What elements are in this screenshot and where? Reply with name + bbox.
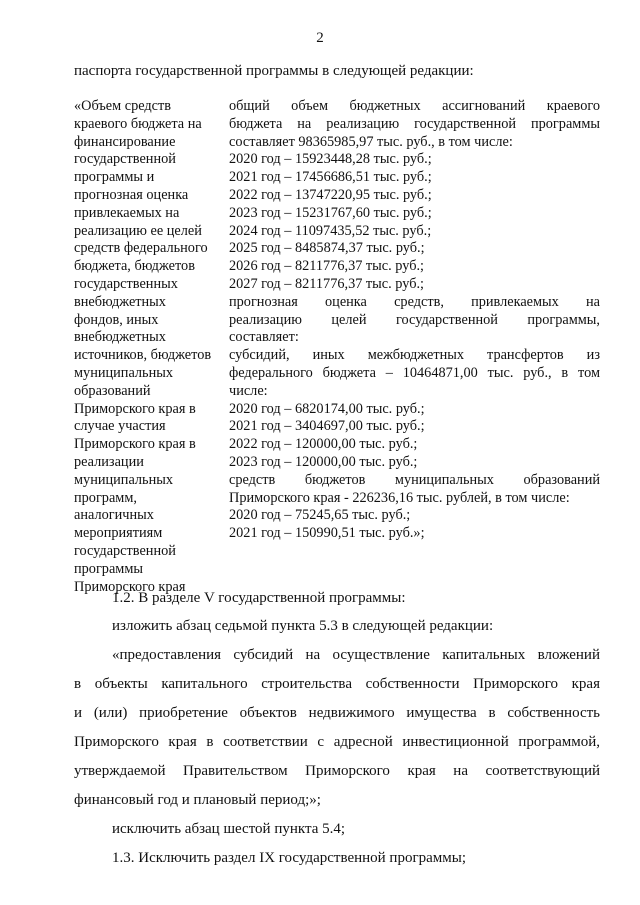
passport-label-line: «Объем средств [74,98,172,114]
passport-label-line: образований [74,382,151,399]
passport-label-line: программы [74,560,144,577]
passport-label-line: аналогичных [74,507,154,524]
passport-value-line: 2021 год – 17456686,51 тыс. руб.; [229,169,432,186]
passport-label-line: средств федерального [74,240,208,257]
passport-value-line: 2026 год – 8211776,37 тыс. руб.; [229,258,425,275]
passport-value-line: реализацию целей государственной программы, [229,311,600,328]
item-1-3: 1.3. Исключить раздел IX государственной программы; [112,850,467,866]
passport-value-line: составляет: [229,329,299,346]
passport-value-line: 2020 год – 15923448,28 тыс. руб.; [229,151,432,168]
passport-label-line: Приморского края в [74,436,196,453]
passport-label-column [74,98,224,596]
passport-label-line: реализацию ее целей [74,222,202,239]
passport-label-line: прогнозная оценка [74,186,189,203]
intro-line: паспорта государственной программы в следующей редакции: [74,63,474,79]
passport-label-line: муниципальных [74,364,173,381]
passport-value-line: общий объем бюджетных ассигнований краевого [229,98,600,114]
passport-label-line: внебюджетных [74,293,166,310]
passport-label-line: фондов, иных [74,311,159,328]
quote-line: в объекты капитального строительства собственности Приморского края [74,676,600,692]
passport-label-line: Приморского края в [74,400,196,417]
passport-label-line: государственной [74,151,176,168]
quote-line: и (или) приобретение объектов недвижимого имущества в собственность [74,705,600,721]
passport-value-line: числе: [229,382,268,399]
passport-label-line: мероприятиям [74,525,163,542]
passport-label-line: Приморского края [74,578,186,595]
passport-value-line: 2022 год – 120000,00 тыс. руб.; [229,436,418,453]
passport-label-line: государственных [74,275,178,292]
passport-value-line: Приморского края - 226236,16 тыс. рублей, в том числе: [229,489,570,506]
passport-label-line: муниципальных [74,471,173,488]
quote-line: Приморского края в соответствии с адресной инвестиционной программой, [74,734,600,750]
quote-line: «предоставления субсидий на осуществление капитальных вложений [112,647,600,663]
passport-label-line: программ, [74,489,137,506]
passport-value-line: 2021 год – 150990,51 тыс. руб.»; [229,525,425,542]
passport-value-line: составляет 98365985,97 тыс. руб., в том числе: [229,133,513,150]
passport-label-line: внебюджетных [74,329,166,346]
passport-value-line: 2020 год – 75245,65 тыс. руб.; [229,507,411,524]
passport-label-line: бюджета, бюджетов [74,258,195,275]
passport-value-line: 2023 год – 120000,00 тыс. руб.; [229,453,418,470]
passport-value-line: 2022 год – 13747220,95 тыс. руб.; [229,186,432,203]
passport-label-line: источников, бюджетов [74,347,212,364]
passport-label-line: краевого бюджета на [74,115,202,132]
passport-value-line: 2027 год – 8211776,37 тыс. руб.; [229,275,425,292]
item-1-2: 1.2. В разделе V государственной программы: [112,590,406,606]
passport-label-line: случае участия [74,418,166,435]
passport-label-line: государственной [74,542,176,559]
instruction-edit-5-3: изложить абзац седьмой пункта 5.3 в следующей редакции: [112,618,494,634]
passport-value-line: средств бюджетов муниципальных образований [229,471,600,488]
passport-label-line: финансирование [74,133,176,150]
quote-line: утверждаемой Правительством Приморского края на соответствующий [74,763,600,779]
passport-label-line: привлекаемых на [74,204,180,221]
passport-value-line: 2024 год – 11097435,52 тыс. руб.; [229,222,432,239]
page-number: 2 [316,30,324,46]
passport-label-line: программы и [74,169,155,186]
passport-value-line: бюджета на реализацию государственной программы [229,115,600,132]
quote-line: финансовый год и плановый период;»; [74,792,321,808]
passport-value-line: 2021 год – 3404697,00 тыс. руб.; [229,418,425,435]
passport-value-line: субсидий, иных межбюджетных трансфертов из [229,347,600,364]
passport-value-line: прогнозная оценка средств, привлекаемых на [229,293,600,310]
passport-value-line: 2023 год – 15231767,60 тыс. руб.; [229,204,432,221]
passport-value-line: 2020 год – 6820174,00 тыс. руб.; [229,400,425,417]
passport-label-line: реализации [74,453,144,470]
passport-value-line: 2025 год – 8485874,37 тыс. руб.; [229,240,425,257]
passport-value-column [229,98,600,543]
passport-value-line: федерального бюджета – 10464871,00 тыс. руб., в том [229,364,600,381]
instruction-exclude-5-4: исключить абзац шестой пункта 5.4; [112,821,346,837]
